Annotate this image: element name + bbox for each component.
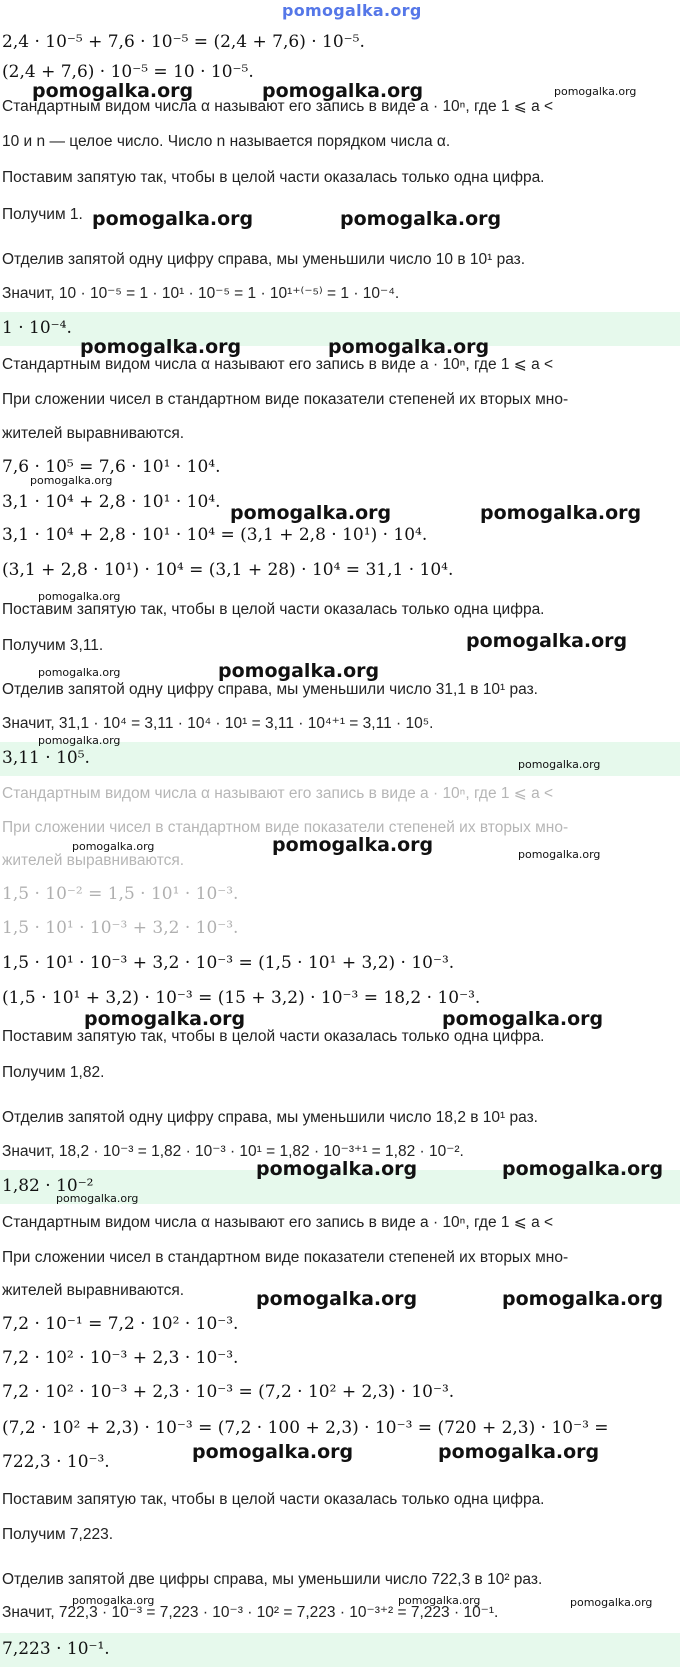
- explanation-line: [0, 390, 680, 410]
- site-watermark[interactable]: pomogalka.org: [282, 1, 422, 20]
- line-text: Значит, 722,3 · 10⁻³ = 7,223 · 10⁻³ · 10² = 7,223 · 10⁻³⁺² = 7,223 · 10⁻¹.: [2, 1604, 499, 1621]
- line-text: При сложении чисел в стандартном виде показатели степеней их вторых мно-: [2, 391, 569, 408]
- line-text: 3,1 · 10⁴ + 2,8 · 10¹ · 10⁴.: [2, 492, 221, 512]
- explanation-line: [0, 680, 680, 700]
- explanation-line: [0, 1248, 680, 1268]
- watermark-text: pomogalka.org: [72, 1594, 155, 1607]
- faded-math-line: [0, 882, 680, 906]
- watermark-text: pomogalka.org: [32, 80, 194, 102]
- explanation-line: [0, 1525, 680, 1545]
- explanation-line: [0, 250, 680, 270]
- line-text: 7,2 · 10² · 10⁻³ + 2,3 · 10⁻³ = (7,2 · 10² + 2,3) · 10⁻³.: [2, 1382, 455, 1402]
- watermark-text: pomogalka.org: [272, 834, 434, 856]
- line-text: 1,5 · 10¹ · 10⁻³ + 3,2 · 10⁻³ = (1,5 · 10¹ + 3,2) · 10⁻³.: [2, 953, 455, 973]
- watermark-text: pomogalka.org: [38, 734, 121, 747]
- watermark-text: pomogalka.org: [480, 502, 642, 524]
- watermark-text: pomogalka.org: [438, 1441, 600, 1463]
- line-text: Поставим запятую так, чтобы в целой части оказалась только одна цифра.: [2, 1491, 545, 1508]
- line-text: 2,4 · 10⁻⁵ + 7,6 · 10⁻⁵ = (2,4 + 7,6) · 10⁻⁵.: [2, 32, 365, 52]
- line-text: 7,223 · 10⁻¹.: [2, 1639, 110, 1659]
- math-line: [0, 1416, 680, 1440]
- explanation-line: [0, 284, 680, 304]
- line-text: При сложении чисел в стандартном виде показатели степеней их вторых мно-: [2, 1249, 569, 1266]
- watermark-text: pomogalka.org: [230, 502, 392, 524]
- line-text: Поставим запятую так, чтобы в целой части оказалась только одна цифра.: [2, 601, 545, 618]
- line-text: Стандартным видом числа α называют его запись в виде a · 10ⁿ, где 1 ⩽ a <: [2, 1214, 554, 1231]
- watermark-text: pomogalka.org: [328, 336, 490, 358]
- line-text: Получим 1,82.: [2, 1064, 105, 1081]
- explanation-line: [0, 355, 680, 375]
- line-text: 3,1 · 10⁴ + 2,8 · 10¹ · 10⁴ = (3,1 + 2,8 · 10¹) · 10⁴.: [2, 525, 428, 545]
- explanation-line: [0, 424, 680, 444]
- explanation-line: [0, 600, 680, 620]
- line-text: Значит, 18,2 · 10⁻³ = 1,82 · 10⁻³ · 10¹ = 1,82 · 10⁻³⁺¹ = 1,82 · 10⁻².: [2, 1143, 464, 1160]
- line-text: Стандартным видом числа α называют его запись в виде a · 10ⁿ, где 1 ⩽ a <: [2, 785, 554, 802]
- line-text: жителей выравниваются.: [2, 1282, 185, 1299]
- line-text: 1,5 · 10¹ · 10⁻³ + 3,2 · 10⁻³.: [2, 918, 239, 938]
- line-text: жителей выравниваются.: [2, 852, 185, 869]
- math-line: [0, 986, 680, 1010]
- answer-highlight: [0, 1633, 680, 1667]
- math-line: [0, 1346, 680, 1370]
- watermark-text: pomogalka.org: [38, 666, 121, 679]
- line-text: (3,1 + 2,8 · 10¹) · 10⁴ = (3,1 + 28) · 10⁴ = 31,1 · 10⁴.: [2, 560, 454, 580]
- explanation-line: [0, 1027, 680, 1047]
- math-line: [0, 1380, 680, 1404]
- watermark-text: pomogalka.org: [92, 208, 254, 230]
- watermark-text: pomogalka.org: [442, 1008, 604, 1030]
- watermark-text: pomogalka.org: [262, 80, 424, 102]
- explanation-line: [0, 1213, 680, 1233]
- watermark-text: pomogalka.org: [518, 758, 601, 771]
- watermark-text: pomogalka.org: [72, 840, 155, 853]
- line-text: Получим 7,223.: [2, 1526, 114, 1543]
- explanation-line: [0, 132, 680, 152]
- line-text: (2,4 + 7,6) · 10⁻⁵ = 10 · 10⁻⁵.: [2, 62, 254, 82]
- explanation-line: [0, 168, 680, 188]
- watermark-text: pomogalka.org: [38, 590, 121, 603]
- explanation-line: [0, 1570, 680, 1590]
- watermark-text: pomogalka.org: [554, 85, 637, 98]
- line-text: 722,3 · 10⁻³.: [2, 1452, 110, 1472]
- watermark-text: pomogalka.org: [570, 1596, 653, 1609]
- line-text: 7,2 · 10² · 10⁻³ + 2,3 · 10⁻³.: [2, 1348, 239, 1368]
- line-text: Поставим запятую так, чтобы в целой части оказалась только одна цифра.: [2, 1028, 545, 1045]
- watermark-text: pomogalka.org: [192, 1441, 354, 1463]
- line-text: Получим 3,11.: [2, 637, 104, 654]
- line-text: (1,5 · 10¹ + 3,2) · 10⁻³ = (15 + 3,2) · 10⁻³ = 18,2 · 10⁻³.: [2, 988, 481, 1008]
- explanation-line: [0, 1490, 680, 1510]
- watermark-text: pomogalka.org: [398, 1594, 481, 1607]
- watermark-text: pomogalka.org: [502, 1158, 664, 1180]
- line-text: 1,5 · 10⁻² = 1,5 · 10¹ · 10⁻³.: [2, 884, 239, 904]
- line-text: Значит, 31,1 · 10⁴ = 3,11 · 10⁴ · 10¹ = 3,11 · 10⁴⁺¹ = 3,11 · 10⁵.: [2, 715, 434, 732]
- line-text: 1,82 · 10⁻²: [2, 1176, 94, 1196]
- explanation-line: [0, 714, 680, 734]
- watermark-text: pomogalka.org: [256, 1288, 418, 1310]
- math-line: [0, 558, 680, 582]
- line-text: 7,6 · 10⁵ = 7,6 · 10¹ · 10⁴.: [2, 457, 221, 477]
- line-text: жителей выравниваются.: [2, 425, 185, 442]
- line-text: 3,11 · 10⁵.: [2, 748, 90, 768]
- watermark-text: pomogalka.org: [30, 474, 113, 487]
- watermark-text: pomogalka.org: [518, 848, 601, 861]
- math-line: [0, 523, 680, 547]
- explanation-line: [0, 1063, 680, 1083]
- line-text: Отделив запятой две цифры справа, мы уменьшили число 722,3 в 10² раз.: [2, 1571, 543, 1588]
- watermark-text: pomogalka.org: [80, 336, 242, 358]
- line-text: Значит, 10 · 10⁻⁵ = 1 · 10¹ · 10⁻⁵ = 1 · 10¹⁺⁽⁻⁵⁾ = 1 · 10⁻⁴.: [2, 285, 400, 302]
- line-text: При сложении чисел в стандартном виде показатели степеней их вторых мно-: [2, 819, 569, 836]
- explanation-line: [0, 1108, 680, 1128]
- watermark-text: pomogalka.org: [340, 208, 502, 230]
- faded-explanation-line: [0, 784, 680, 804]
- line-text: (7,2 · 10² + 2,3) · 10⁻³ = (7,2 · 100 + 2,3) · 10⁻³ = (720 + 2,3) · 10⁻³ =: [2, 1418, 609, 1438]
- math-line: [0, 951, 680, 975]
- line-text: Поставим запятую так, чтобы в целой части оказалась только одна цифра.: [2, 169, 545, 186]
- watermark-text: pomogalka.org: [84, 1008, 246, 1030]
- line-text: 10 и n — целое число. Число n называется порядком числа α.: [2, 133, 451, 150]
- math-line: [0, 1312, 680, 1336]
- line-text: Отделив запятой одну цифру справа, мы уменьшили число 31,1 в 10¹ раз.: [2, 681, 538, 698]
- watermark-text: pomogalka.org: [502, 1288, 664, 1310]
- line-text: 7,2 · 10⁻¹ = 7,2 · 10² · 10⁻³.: [2, 1314, 239, 1334]
- line-text: Отделив запятой одну цифру справа, мы уменьшили число 10 в 10¹ раз.: [2, 251, 526, 268]
- faded-math-line: [0, 916, 680, 940]
- watermark-text: pomogalka.org: [56, 1192, 139, 1205]
- line-text: Отделив запятой одну цифру справа, мы уменьшили число 18,2 в 10¹ раз.: [2, 1109, 538, 1126]
- line-text: Получим 1.: [2, 206, 83, 223]
- line-text: 1 · 10⁻⁴.: [2, 318, 72, 338]
- watermark-text: pomogalka.org: [256, 1158, 418, 1180]
- watermark-text: pomogalka.org: [218, 660, 380, 682]
- line-text: Стандартным видом числа α называют его запись в виде a · 10ⁿ, где 1 ⩽ a <: [2, 356, 554, 373]
- math-line: [0, 30, 680, 54]
- watermark-text: pomogalka.org: [466, 630, 628, 652]
- line-text: Стандартным видом числа α называют его запись в виде a · 10ⁿ, где 1 ⩽ a <: [2, 98, 554, 115]
